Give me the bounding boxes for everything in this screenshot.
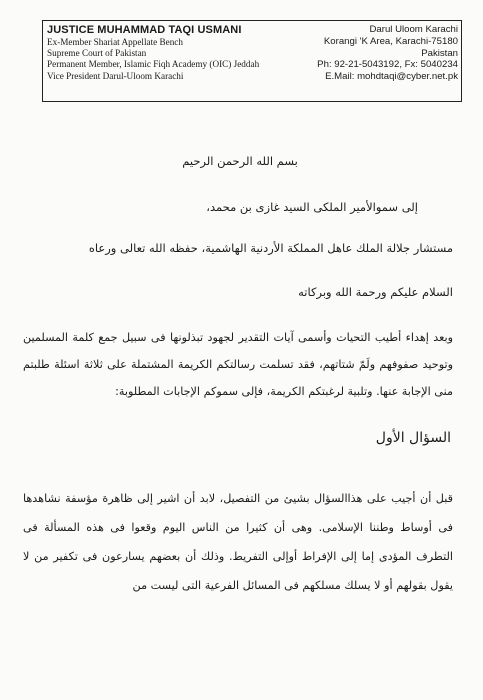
address-line: Korangi 'K Area, Karachi-75180	[323, 35, 458, 47]
intro-paragraph: وبعد إهداء أطيب التحيات وأسمى آيات التقدير لجهود تبذلونها فى سبيل جمع كلمة المسلمين وتوحيد صفوفهم ولَمّ شتاتهم، فقد تسلمت رسالتكم الكريمة المشتملة على ثلاثة اسئلة طلبتم منى الإجابة عنها. وتلبية لرغبتكم الكريمة، فإلى سموكم الإجابات المطلوبة:	[23, 331, 453, 398]
author-title-line: Supreme Court of Pakistan	[47, 48, 147, 59]
author-title-line: Permanent Member, Islamic Fiqh Academy (OIC) Jeddah	[47, 59, 260, 70]
recipient-name: إلى سموالأمير الملكى السيد غازى بن محمد،	[206, 200, 418, 214]
address-line: Darul Uloom Karachi	[369, 24, 458, 35]
salutation: السلام عليكم ورحمة الله وبركاته	[298, 285, 453, 299]
address-line: Pakistan	[421, 47, 458, 59]
recipient-title: مستشار جلالة الملك عاهل المملكة الأردنية الهاشمية، حفظه الله تعالى ورعاه	[88, 241, 453, 255]
phone-fax-line: Ph: 92-21-5043192, Fx: 5040234	[317, 59, 458, 71]
email-line: E.Mail: mohdtaqi@cyber.net.pk	[325, 71, 458, 83]
body-paragraph: قبل أن أجيب على هذاالسؤال بشيئ من التفصيل، لابد أن اشير إلى ظاهرة مؤسفة نشاهدها فى أوساط وطننا الإسلامى. وهى أن كثيرا من الناس اليوم وقعوا فى هذه المسألة فى التطرف المؤدى إما إلى الإفراط أوإلى التفريط. وذلك أن بعضهم يسارعون فى تكفير من لا يقول بقولهم أو لا يسلك مسلكهم فى المسائل الفرعية التى ليست من	[23, 492, 453, 592]
letterhead-left	[47, 24, 282, 82]
section-heading: السؤال الأول	[375, 430, 451, 446]
letterhead-right	[278, 24, 458, 83]
author-title-line: Vice President Darul-Uloom Karachi	[47, 70, 184, 81]
letterhead	[42, 20, 462, 102]
author-name: JUSTICE MUHAMMAD TAQI USMANI	[47, 24, 242, 36]
basmala: بسم الله الرحمن الرحيم	[182, 154, 298, 168]
author-title-line: Ex-Member Shariat Appellate Bench	[47, 37, 183, 47]
